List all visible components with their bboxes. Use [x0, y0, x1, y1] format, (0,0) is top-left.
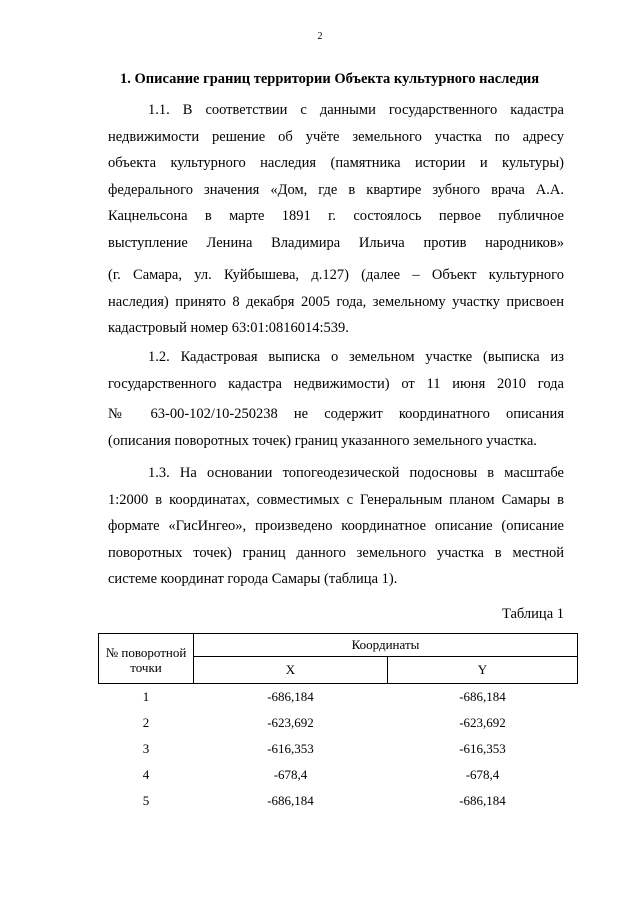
section-heading: 1. Описание границ территории Объекта культурного наследия — [120, 71, 540, 87]
paragraph-line: федерального значения «Дом, где в квартире зубного врача А.А. — [108, 181, 564, 198]
paragraph-line: 1:2000 в координатах, совместимых с Генеральным планом Самары в — [108, 491, 564, 508]
coord-y: -623,692 — [459, 715, 506, 730]
coord-y: -686,184 — [459, 793, 506, 808]
paragraph-line: системе координат города Самары (таблица 1). — [108, 571, 398, 587]
paragraph-line: кадастровый номер 63:01:0816014:539. — [108, 320, 349, 336]
paragraph-line: недвижимости решение об учёте земельного участка по адресу — [108, 128, 564, 145]
coord-x: -686,184 — [267, 793, 314, 808]
coord-y: -686,184 — [459, 689, 506, 704]
paragraph-1 — [108, 97, 564, 342]
header-y: Y — [388, 657, 578, 684]
paragraph-line: 1.1. В соответствии с данными государственного кадастра — [148, 102, 564, 118]
paragraph-line: наследия) принято 8 декабря 2005 года, земельному участку присвоен — [108, 293, 564, 310]
paragraph-3 — [108, 460, 564, 593]
point-number: 4 — [142, 767, 150, 782]
table-row — [99, 788, 578, 814]
paragraph-line: (описания поворотных точек) границ указанного земельного участка. — [108, 432, 537, 449]
paragraph-line: (г. Самара, ул. Куйбышева, д.127) (далее – Объект культурного — [108, 267, 564, 283]
paragraph-line: государственного кадастра недвижимости) от 11 июня 2010 года — [108, 375, 564, 392]
paragraph-line: выступление Ленина Владимира Ильича против народников» — [108, 234, 564, 251]
point-number: 2 — [142, 715, 150, 730]
table-row — [99, 736, 578, 762]
table-row — [99, 710, 578, 736]
header-x: X — [194, 657, 388, 684]
table-label: Таблица 1 — [501, 606, 564, 622]
point-number: 3 — [142, 741, 150, 756]
coord-x: -616,353 — [267, 741, 314, 756]
point-number: 1 — [142, 689, 150, 704]
table-row — [99, 762, 578, 788]
paragraph-2 — [108, 344, 564, 454]
paragraph-line: Кацнельсона в марте 1891 г. состоялось первое публичное — [108, 208, 564, 224]
coord-y: -678,4 — [465, 767, 500, 782]
coordinates-table — [98, 633, 578, 814]
coord-y: -616,353 — [459, 741, 506, 756]
header-coordinates: Координаты — [194, 634, 578, 657]
page-number: 2 — [317, 31, 323, 42]
paragraph-line: 1.3. На основании топогеодезической подосновы в масштабе — [148, 465, 564, 481]
coord-x: -678,4 — [273, 767, 308, 782]
point-number: 5 — [142, 793, 150, 808]
coord-x: -623,692 — [267, 715, 314, 730]
paragraph-line: формате «ГисИнгео», произведено координатное описание (описание — [108, 518, 564, 534]
paragraph-line: объекта культурного наследия (памятника истории и культуры) — [108, 155, 564, 171]
table-row — [99, 684, 578, 711]
paragraph-line: № 63-00-102/10-250238 не содержит координатного описания — [108, 406, 564, 422]
paragraph-line: поворотных точек) границ данного земельного участка в местной — [108, 544, 564, 561]
coord-x: -686,184 — [267, 689, 314, 704]
header-point-number: № поворотной точки — [99, 634, 194, 684]
paragraph-line: 1.2. Кадастровая выписка о земельном участке (выписка из — [148, 349, 564, 365]
